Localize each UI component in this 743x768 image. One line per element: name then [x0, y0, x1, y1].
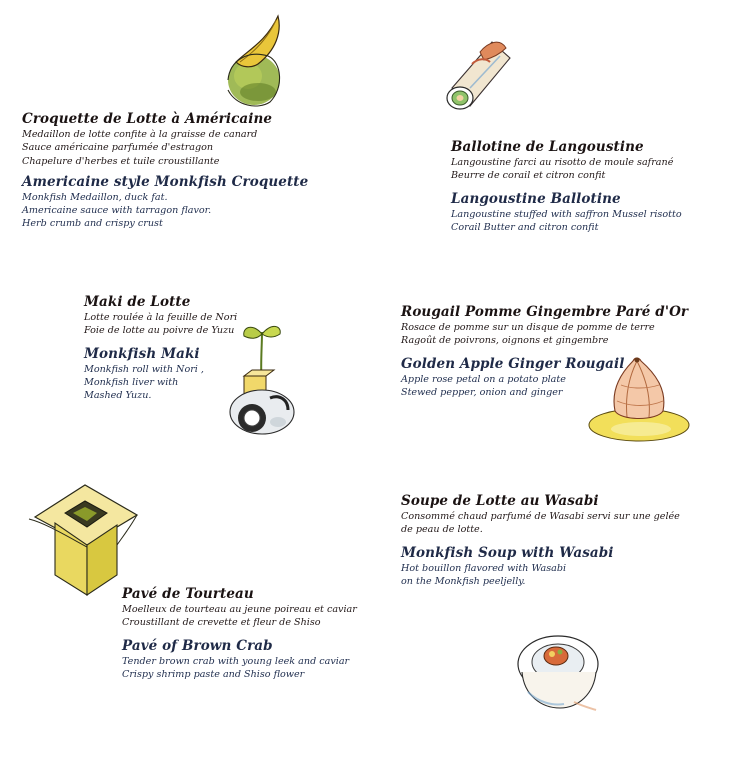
dish-desc-fr: Croustillant de crevette et fleur de Shiso — [122, 617, 321, 629]
dish-apple-rougail — [401, 304, 688, 399]
dish-title-en: Americaine style Monkfish Croquette — [22, 173, 309, 190]
croquette-illustration — [218, 10, 298, 110]
dish-title-en: Monkfish Soup with Wasabi — [401, 544, 614, 561]
dish-desc-fr: Chapelure d'herbes et tuile croustillante — [22, 155, 220, 167]
dish-title-fr: Soupe de Lotte au Wasabi — [401, 493, 599, 509]
dish-desc-en: Monkfish liver with — [84, 376, 179, 388]
dish-ballotine — [451, 139, 682, 234]
dish-maki — [84, 294, 237, 402]
dish-desc-en: Langoustine stuffed with saffron Mussel risotto — [451, 208, 682, 220]
dish-desc-en: Apple rose petal on a potato plate — [401, 373, 566, 385]
dish-wasabi-soup — [401, 493, 680, 588]
ballotine-illustration — [440, 28, 520, 118]
dish-desc-en: Hot bouillon flavored with Wasabi — [401, 562, 567, 574]
dish-title-fr: Ballotine de Langoustine — [451, 139, 644, 155]
dish-desc-fr: Ragoût de poivrons, oignons et gingembre — [401, 335, 609, 347]
dish-desc-fr: Moelleux de tourteau au jeune poireau et caviar — [122, 604, 357, 615]
dish-title-en: Golden Apple Ginger Rougail — [401, 355, 625, 372]
dish-desc-en: Stewed pepper, onion and ginger — [401, 386, 563, 398]
dish-desc-en: on the Monkfish peeljelly. — [401, 575, 526, 587]
dish-title-fr: Pavé de Tourteau — [122, 586, 254, 602]
dish-desc-fr: de peau de lotte. — [401, 524, 483, 536]
dish-desc-en: Crispy shrimp paste and Shiso flower — [122, 668, 305, 680]
dish-title-fr: Maki de Lotte — [84, 294, 191, 310]
soup-bowl-illustration — [508, 622, 608, 722]
dish-title-en: Langoustine Ballotine — [451, 190, 621, 207]
dish-title-en: Pavé of Brown Crab — [122, 637, 273, 654]
dish-desc-fr: Medaillon de lotte confite à la graisse de canard — [22, 129, 258, 140]
dish-title-fr: Croquette de Lotte à Américaine — [22, 111, 273, 127]
dish-title-en: Monkfish Maki — [84, 345, 200, 362]
dish-desc-en: Herb crumb and crispy crust — [22, 218, 163, 230]
dish-brown-crab — [122, 586, 357, 681]
dish-desc-fr: Langoustine farci au risotto de moule safrané — [451, 157, 674, 168]
dish-desc-en: Tender brown crab with young leek and caviar — [122, 655, 350, 667]
dish-desc-en: Monkfish roll with Nori , — [84, 363, 204, 375]
dish-desc-fr: Rosace de pomme sur un disque de pomme de terre — [401, 322, 655, 333]
dish-desc-en: Monkfish Medaillon, duck fat. — [22, 191, 168, 203]
dish-desc-fr: Beurre de corail et citron confit — [451, 170, 606, 182]
dish-desc-fr: Sauce américaine parfumée d'estragon — [22, 142, 214, 154]
dish-desc-fr: Foie de lotte au poivre de Yuzu — [84, 325, 235, 337]
dish-title-fr: Rougail Pomme Gingembre Paré d'Or — [401, 304, 689, 320]
dish-desc-en: Americaine sauce with tarragon flavor. — [22, 205, 212, 217]
dish-croquette — [22, 111, 308, 231]
dish-desc-fr: Lotte roulée à la feuille de Nori — [84, 312, 238, 323]
dish-desc-en: Mashed Yuzu. — [84, 390, 152, 402]
dish-desc-fr: Consommé chaud parfumé de Wasabi servi sur une gelée — [401, 511, 680, 522]
dish-desc-en: Corail Butter and citron confit — [451, 221, 599, 233]
